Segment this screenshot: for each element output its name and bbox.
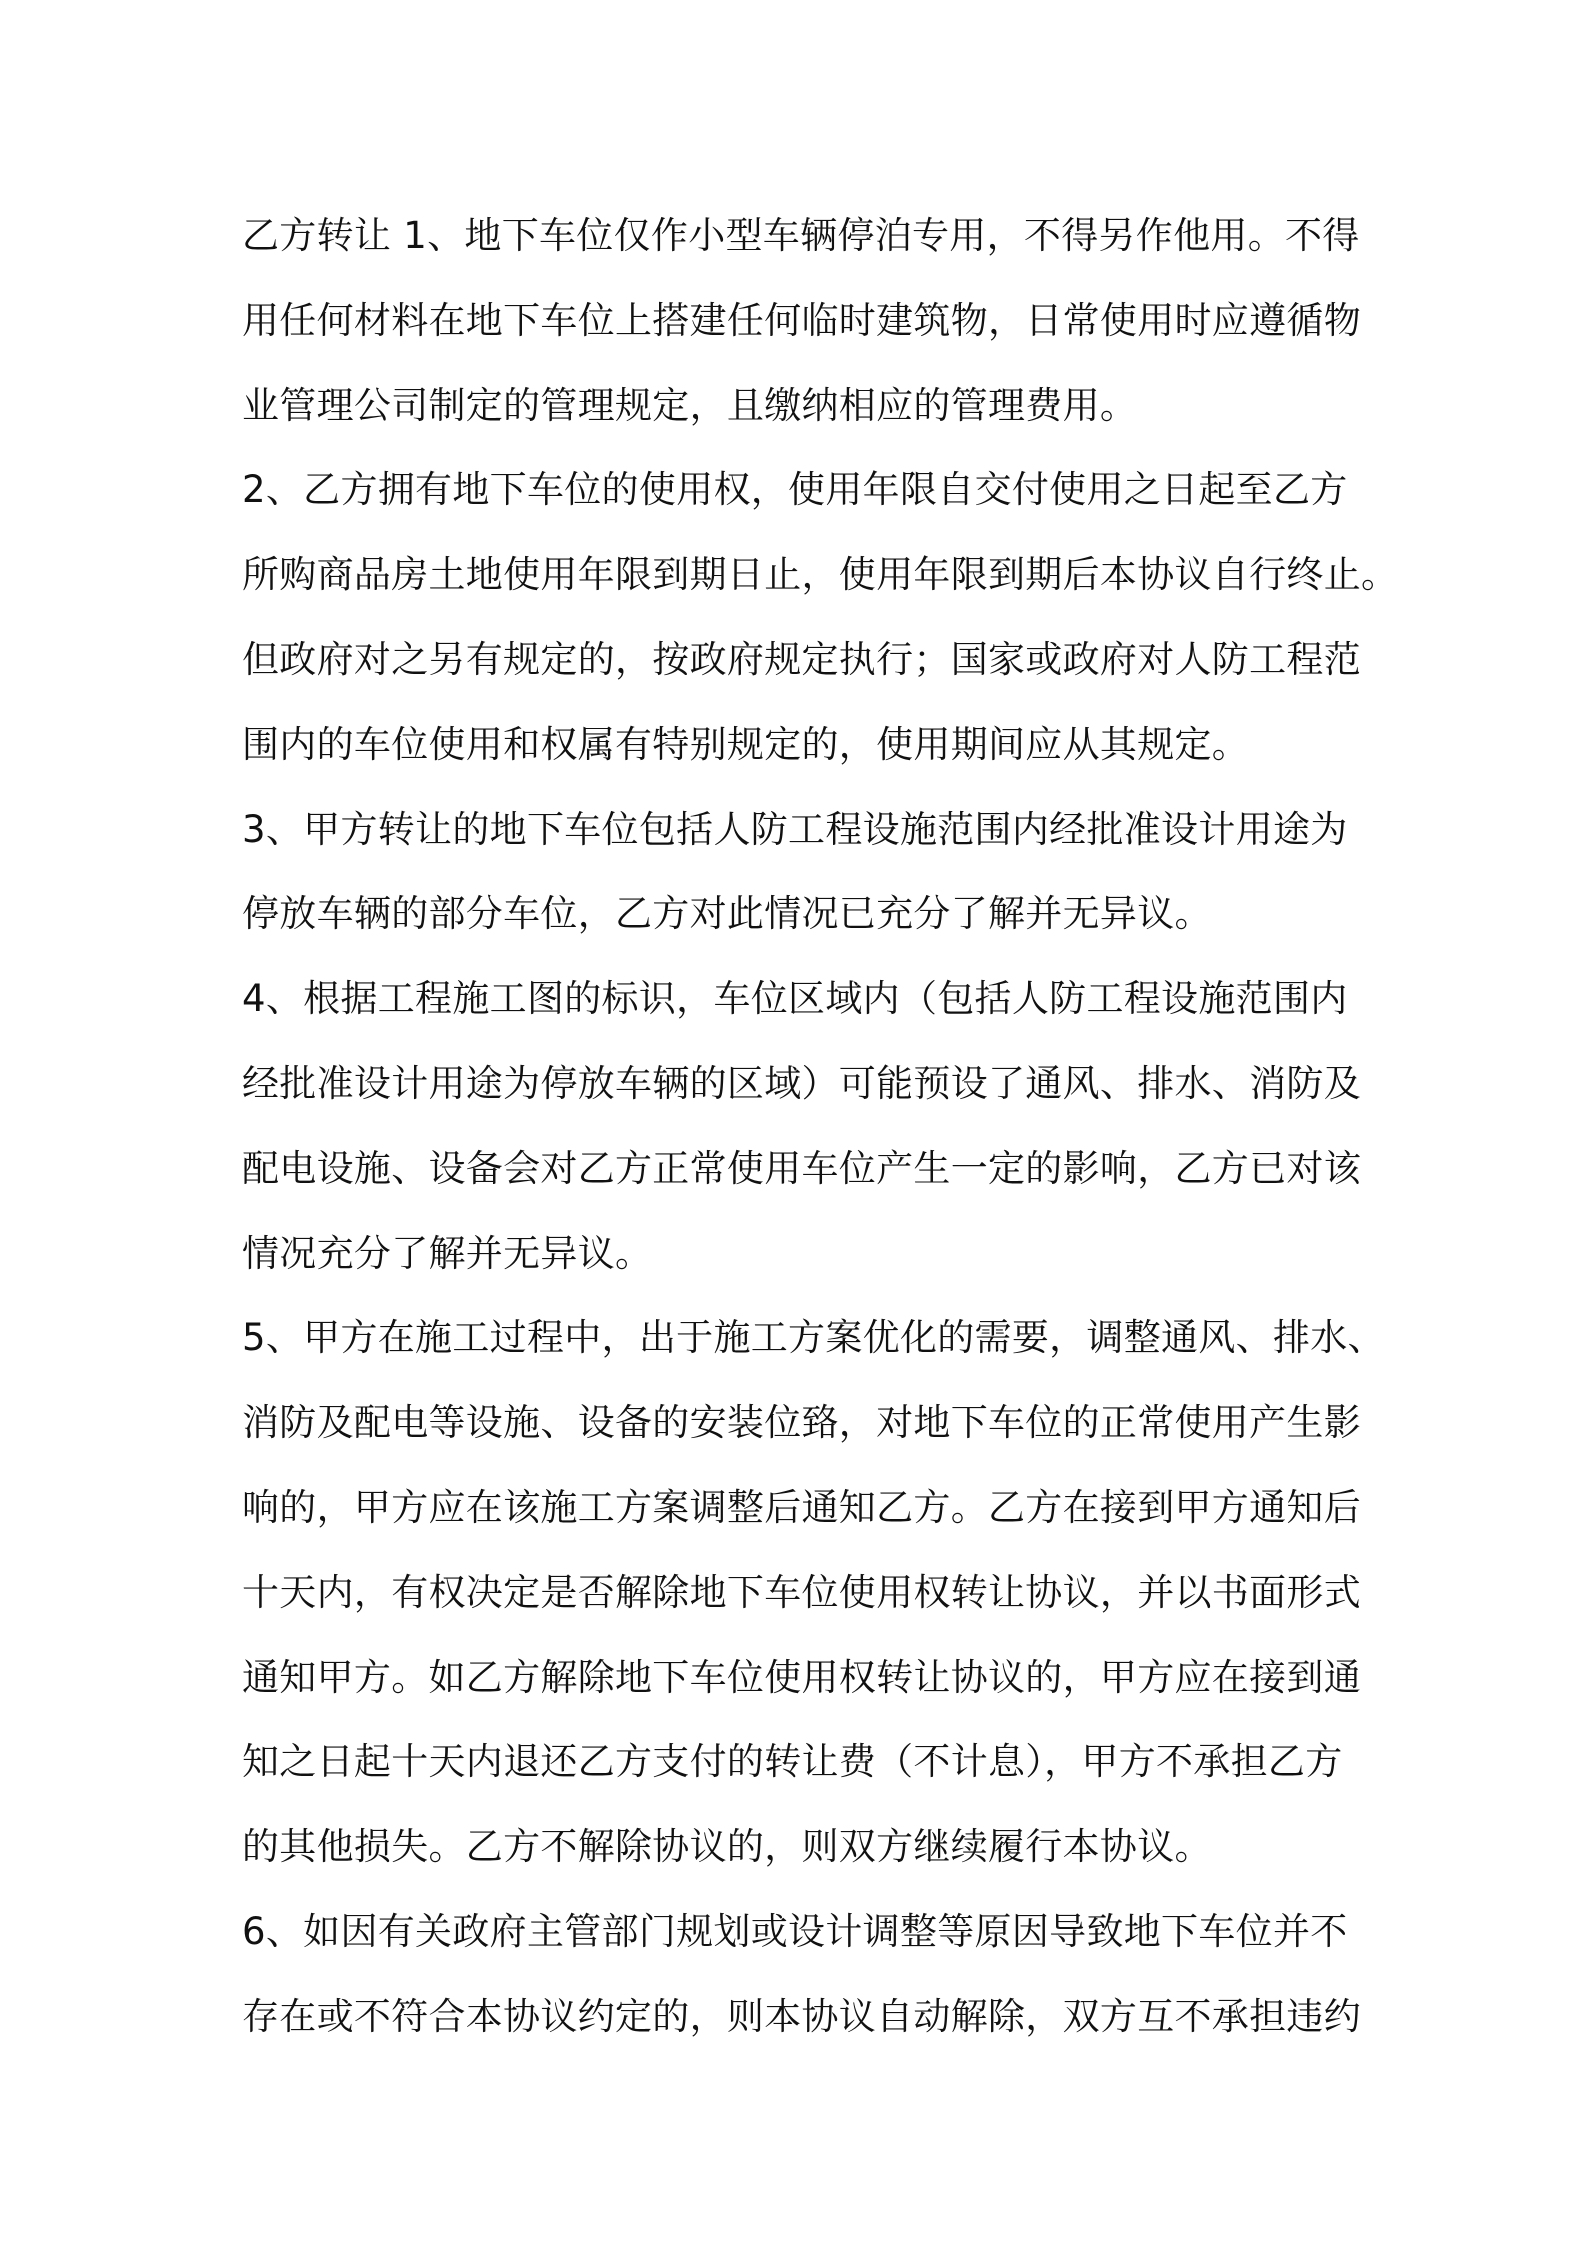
text-line: 配电设施、设备会对乙方正常使用车位产生一定的影响，乙方已对该 (242, 1146, 1361, 1190)
text-line: 响的，甲方应在该施工方案调整后通知乙方。乙方在接到甲方通知后 (242, 1485, 1361, 1529)
text-line: 消防及配电等设施、设备的安装位臵，对地下车位的正常使用产生影 (242, 1401, 1361, 1445)
text-line: 4、根据工程施工图的标识，车位区域内（包括人防工程设施范围内 (242, 977, 1348, 1021)
text-line: 所购商品房土地使用年限到期日止，使用年限到期后本协议自行终止。 (242, 553, 1399, 597)
text-line: 2、乙方拥有地下车位的使用权，使用年限自交付使用之日起至乙方 (242, 468, 1348, 512)
text-line: 经批准设计用途为停放车辆的区域）可能预设了通风、排水、消防及 (242, 1061, 1361, 1105)
text-line: 存在或不符合本协议约定的，则本协议自动解除，双方互不承担违约 (242, 1994, 1361, 2038)
text-line: 通知甲方。如乙方解除地下车位使用权转让协议的，甲方应在接到通 (242, 1655, 1361, 1699)
text-line: 业管理公司制定的管理规定，且缴纳相应的管理费用。 (242, 383, 1138, 427)
text-line: 6、如因有关政府主管部门规划或设计调整等原因导致地下车位并不 (242, 1909, 1348, 1953)
text-line: 5、甲方在施工过程中，出于施工方案优化的需要，调整通风、排水、 (242, 1316, 1385, 1360)
text-line: 3、甲方转让的地下车位包括人防工程设施范围内经批准设计用途为 (242, 807, 1348, 851)
text-line: 十天内，有权决定是否解除地下车位使用权转让协议，并以书面形式 (242, 1570, 1361, 1614)
text-line: 但政府对之另有规定的，按政府规定执行；国家或政府对人防工程范 (242, 637, 1361, 681)
text-line: 情况充分了解并无异议。 (242, 1231, 653, 1275)
text-line: 停放车辆的部分车位，乙方对此情况已充分了解并无异议。 (242, 892, 1212, 936)
text-line: 知之日起十天内退还乙方支付的转让费（不计息），甲方不承担乙方 (242, 1740, 1343, 1784)
document-body (242, 194, 1399, 2060)
text-line: 围内的车位使用和权属有特别规定的，使用期间应从其规定。 (242, 722, 1250, 766)
text-line: 的其他损失。乙方不解除协议的，则双方继续履行本协议。 (242, 1825, 1212, 1869)
text-line: 用任何材料在地下车位上搭建任何临时建筑物，日常使用时应遵循物 (242, 298, 1361, 342)
text-line: 乙方转让 1、地下车位仅作小型车辆停泊专用，不得另作他用。不得 (242, 214, 1360, 257)
